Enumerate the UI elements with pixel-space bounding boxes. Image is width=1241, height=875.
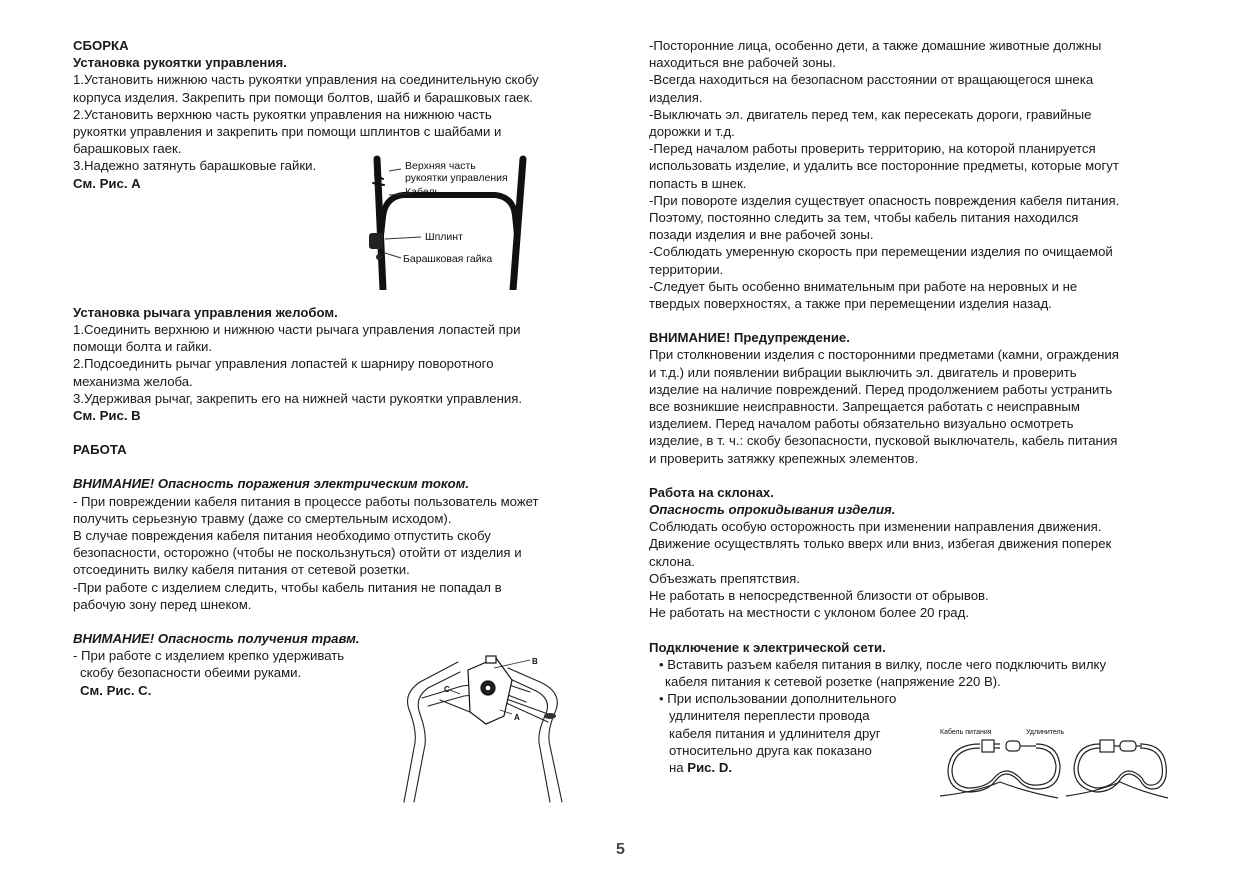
caution-heading: ВНИМАНИЕ! Предупреждение. <box>649 330 850 346</box>
text-line: 1.Соединить верхнюю и нижнюю части рычага управления лопастей при <box>73 322 521 338</box>
text-line: • Вставить разъем кабеля питания в вилку, после чего подключить вилку <box>659 656 1107 672</box>
text-line: -Соблюдать умеренную скорость при перемещении изделия по очищаемой <box>649 244 1113 260</box>
chute-lever-heading: Установка рычага управления желобом. <box>73 304 338 320</box>
figure-d-cable-loop-diagram <box>936 722 1168 804</box>
chute-instructions <box>73 321 593 407</box>
see-figure-d: Рис. D. <box>687 759 733 775</box>
text-line: • При использовании дополнительного <box>659 691 897 707</box>
assembly-heading: СБОРКА <box>73 38 129 53</box>
tipping-hazard-subheading: Опасность опрокидывания изделия. <box>649 502 896 518</box>
see-figure-b: См. Рис. В <box>73 408 141 424</box>
text-line: изделия. <box>649 89 703 105</box>
text-line: -Выключать эл. двигатель перед тем, как пересекать дороги, гравийные <box>649 106 1092 122</box>
right-column <box>649 37 1174 776</box>
text-line: дорожки и т.д. <box>649 124 735 140</box>
label-cotter-pin: Шплинт <box>425 231 463 243</box>
text-line: относительно друга как показано <box>669 742 872 758</box>
power-connection-heading: Подключение к электрической сети. <box>649 639 886 655</box>
text-line: - При работе с изделием крепко удерживать <box>73 648 345 664</box>
text-line: изделие, в т. ч.: скобу безопасности, пусковой выключатель, кабель питания <box>649 433 1118 449</box>
text-line: изделие на наличие повреждений. Перед продолжением работы устранить <box>649 381 1113 397</box>
text-line: безопасности, осторожно (чтобы не поскользнуться) отойти от изделия и <box>73 545 522 561</box>
label-c: C <box>444 685 450 694</box>
label-upper-handle: Верхняя часть <box>405 160 476 172</box>
electric-warning-text <box>73 493 593 613</box>
plug-icon <box>982 740 994 752</box>
left-column <box>73 37 593 699</box>
see-figure-a: См. Рис. А <box>73 175 141 191</box>
text-line: и проверить затяжку крепежных элементов. <box>649 450 919 466</box>
text-line: 2.Подсоединить рычаг управления лопастей к шарниру поворотного <box>73 356 494 372</box>
label-cable: Кабель <box>405 186 440 198</box>
text-line: механизма желоба. <box>73 373 193 389</box>
text-line: - При повреждении кабеля питания в процессе работы пользователь может <box>73 493 539 509</box>
text-line: -Посторонние лица, особенно дети, а также домашние животные должны <box>649 38 1102 53</box>
text-line: -При работе с изделием следить, чтобы кабель питания не попадал в <box>73 579 502 595</box>
text-line: изделием. Перед началом работы обязательно визуально осмотреть <box>649 416 1074 432</box>
text-line: отсоединить вилку кабеля питания от сетевой розетки. <box>73 562 410 578</box>
text-line: рукоятки управления и закрепить при помощи шплинтов с шайбами и <box>73 124 502 140</box>
text-line: -Перед началом работы проверить территорию, на которой планируется <box>649 141 1096 157</box>
text-line: удлинителя переплести провода <box>669 708 870 724</box>
text-line: корпуса изделия. Закрепить при помощи болтов, шайб и барашковых гаек. <box>73 89 533 105</box>
text-line: использовать изделие, и удалить все посторонние предметы, которые могут <box>649 158 1119 174</box>
text-line: получить серьезную травму (даже со смертельным исходом). <box>73 510 452 526</box>
slopes-heading: Работа на склонах. <box>649 484 774 500</box>
text-line: кабеля питания к сетевой розетке (напряжение 220 В). <box>665 673 1001 689</box>
label-extension: Удлинитель <box>1026 729 1065 736</box>
label-power-cable: Кабель питания <box>940 729 992 736</box>
label-a: A <box>514 713 520 722</box>
text-line: склона. <box>649 553 695 569</box>
electric-shock-warning-heading: ВНИМАНИЕ! Опасность поражения электрическим током. <box>73 476 470 492</box>
text-line: 1.Установить нижнюю часть рукоятки управления на соединительную скобу <box>73 72 539 88</box>
text-line: и т.д.) или появлении вибрации выключить эл. двигатель и проверить <box>649 364 1077 380</box>
text-line: территории. <box>649 261 724 277</box>
text-line: скобу безопасности обеими руками. <box>80 665 302 681</box>
socket-icon <box>1006 741 1020 751</box>
text-line: Соблюдать особую осторожность при изменении направления движения. <box>649 519 1102 535</box>
figure-a-handle-diagram <box>355 155 535 290</box>
wing-nut-icon <box>369 233 383 249</box>
safety-rules <box>649 37 1174 312</box>
text-line: все возникшие неисправности. Запрещается работать с неисправным <box>649 399 1080 415</box>
see-prefix: на <box>669 759 688 775</box>
text-line: 3.Удерживая рычаг, закрепить его на нижней части рукоятки управления. <box>73 390 523 406</box>
text-line: помощи болта и гайки. <box>73 339 212 355</box>
caution-text <box>649 346 1174 466</box>
text-line: Движение осуществлять только вверх или вниз, избегая движения поперек <box>649 536 1112 552</box>
work-heading: РАБОТА <box>73 442 127 458</box>
figure-c-safety-bracket-diagram <box>400 652 570 807</box>
text-line: барашковых гаек. <box>73 141 182 157</box>
text-line: -Следует быть особенно внимательным при работе на неровных и не <box>649 278 1078 294</box>
text-line: кабеля питания и удлинителя друг <box>669 725 881 741</box>
injury-warning-heading: ВНИМАНИЕ! Опасность получения травм. <box>73 631 360 647</box>
text-line: При столкновении изделия с посторонними предметами (камни, ограждения <box>649 347 1119 363</box>
page-number: 5 <box>616 841 625 858</box>
label-b: B <box>532 657 538 666</box>
handle-install-heading: Установка рукоятки управления. <box>73 55 287 71</box>
text-line: Объезжать препятствия. <box>649 570 800 586</box>
label-upper-handle-2: рукоятки управления <box>405 172 508 184</box>
see-figure-c: См. Рис. С. <box>80 682 152 698</box>
text-line: Не работать в непосредственной близости от обрывов. <box>649 588 989 604</box>
slopes-text <box>649 518 1174 621</box>
text-line: -Всегда находиться на безопасном расстоянии от вращающегося шнека <box>649 72 1094 88</box>
text-line: твердых поверхностях, а также при перемещении изделия назад. <box>649 296 1052 312</box>
text-line: позади изделия и вне рабочей зоны. <box>649 227 874 243</box>
text-line: 3.Надежно затянуть барашковые гайки. <box>73 158 317 174</box>
text-line: 2.Установить верхнюю часть рукоятки управления на нижнюю часть <box>73 106 492 122</box>
text-line: Не работать на местности с уклоном более 20 град. <box>649 605 969 621</box>
text-line: В случае повреждения кабеля питания необходимо отпустить скобу <box>73 528 491 544</box>
text-line: попасть в шнек. <box>649 175 747 191</box>
label-wing-nut: Барашковая гайка <box>403 253 493 265</box>
text-line: рабочую зону перед шнеком. <box>73 596 252 612</box>
text-line: Поэтому, постоянно следить за тем, чтобы кабель питания находился <box>649 210 1079 226</box>
text-line: находиться вне рабочей зоны. <box>649 55 836 71</box>
text-line: -При повороте изделия существует опасность повреждения кабеля питания. <box>649 192 1120 208</box>
power-bullet-1 <box>649 656 1174 690</box>
